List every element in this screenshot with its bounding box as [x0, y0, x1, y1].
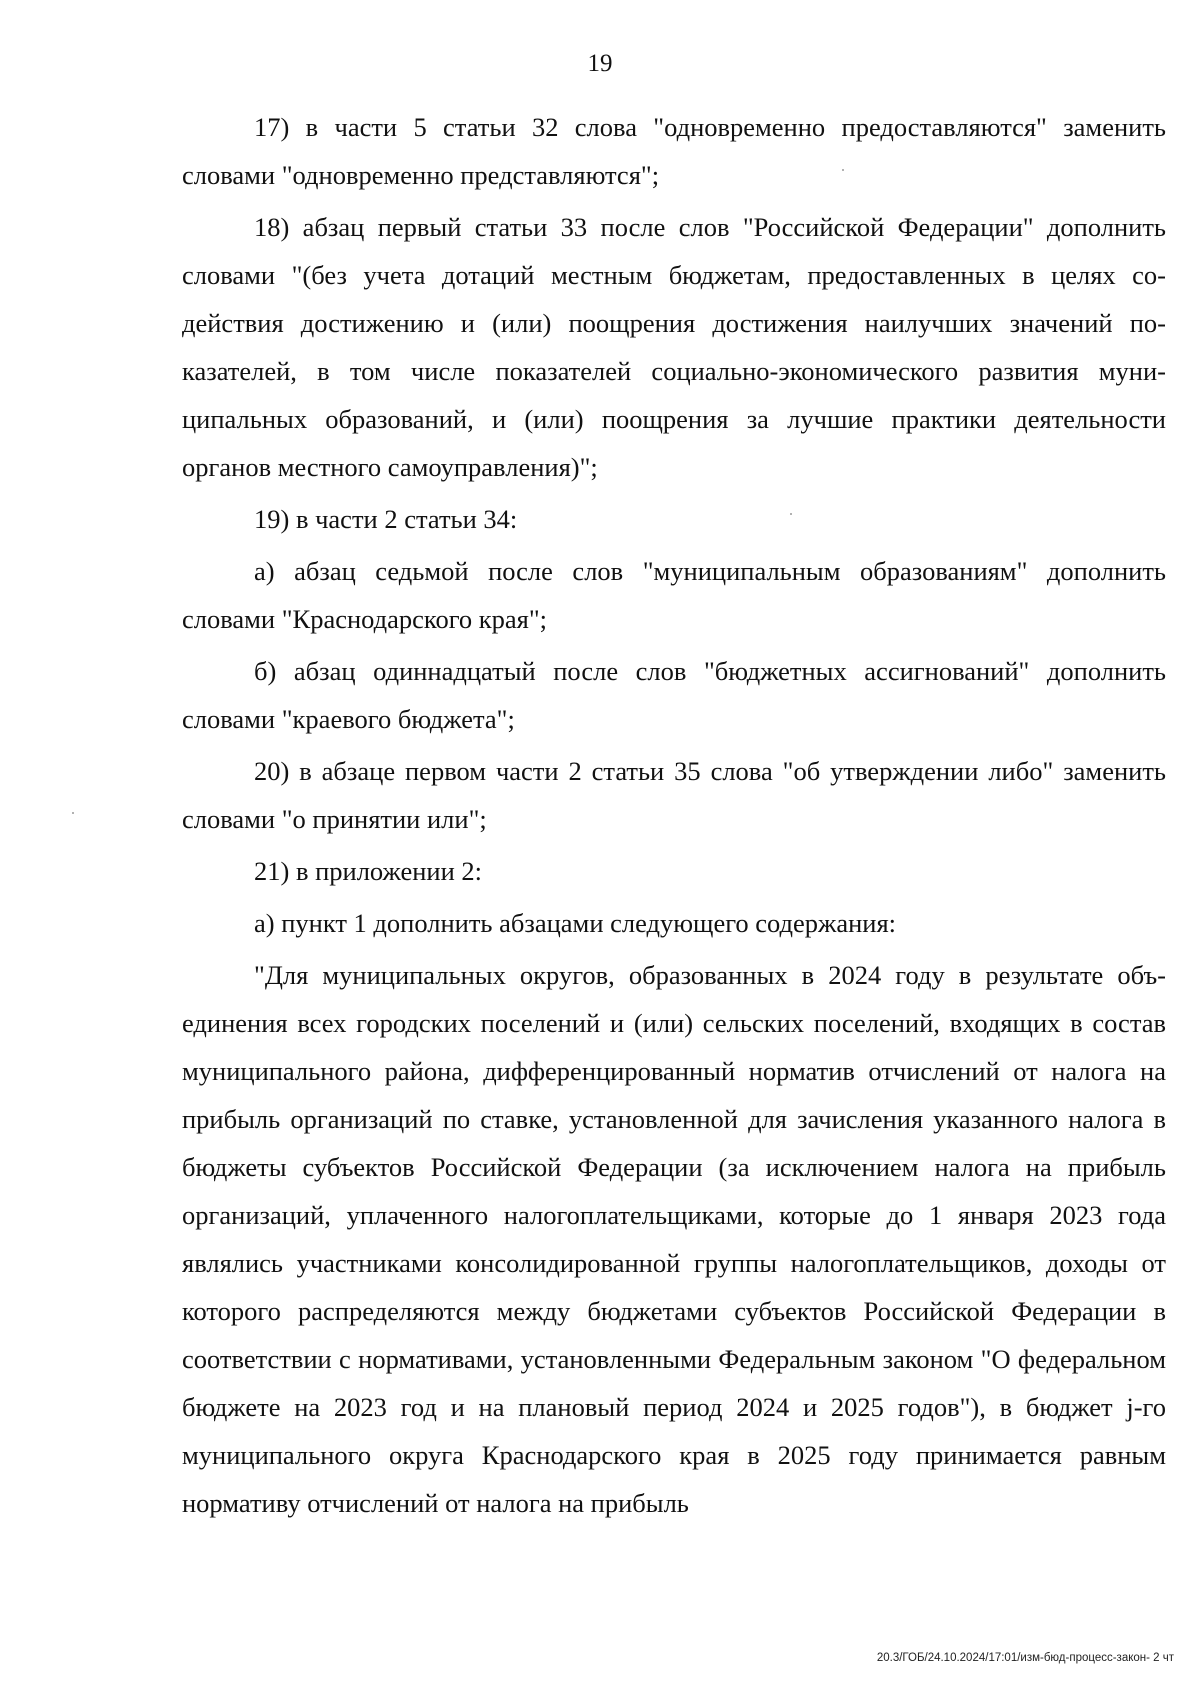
paragraph-item-19b: б) абзац одиннадцатый после слов "бюджетных ассигнований" дополнить словами "краевого бюджета"; — [182, 656, 1166, 734]
page-number: 19 — [587, 50, 613, 77]
quoted-paragraph: "Для муниципальных округов, образованных в 2024 году в результате объединения всех городских поселений и (или) сельских поселений, входящих в состав муниципального района, дифференцированный норматив отчислений от налога на прибыль организаций по ставке, установленной для зачисления указанного налога в бюджеты субъектов Российской Федерации (за исключением налога на прибыль организаций, уплаченного налогоплательщиками, которые до 1 января 2023 года являлись участниками консолидированной группы налогоплательщиков, доходы от которого распределяются между бюджетами субъектов Российской Федерации в соответствии с нормативами, установленными Федеральным законом "О федеральном бюджете на 2023 год и на плановый период 2024 и 2025 годов"), в бюджет j-го муниципального округа Краснодарского края в 2025 году принимается равным нормативу отчислений от налога на прибыль — [182, 960, 1166, 1518]
scan-speck — [72, 812, 74, 814]
footer-stamp: 20.3/ГОБ/24.10.2024/17:01/изм-бюд-процесс-закон- 2 чт — [876, 1652, 1174, 1664]
paragraph-item-18: 18) абзац первый статьи 33 после слов "Российской Федерации" дополнить словами "(без учета дотаций местным бюджетам, предоставленных в целях содействия достижению и (или) поощрения достижения наилучших значений показателей, в том числе показателей социально-экономического развития муниципальных образований, и (или) поощрения за лучшие практики деятельности органов местного самоуправления)"; — [182, 212, 1166, 482]
paragraph-item-21: 21) в приложении 2: — [254, 856, 483, 886]
paragraph-item-21a: а) пункт 1 дополнить абзацами следующего содержания: — [254, 908, 897, 938]
scan-speck — [790, 513, 792, 515]
paragraph-item-17: 17) в части 5 статьи 32 слова "одновременно предоставляются" заменить словами "одновременно представляются"; — [182, 112, 1166, 190]
paragraph-item-20: 20) в абзаце первом части 2 статьи 35 слова "об утверждении либо" заменить словами "о принятии или"; — [182, 756, 1166, 834]
scan-speck — [842, 169, 844, 171]
document-body — [182, 103, 1166, 1527]
paragraph-item-19a: а) абзац седьмой после слов "муниципальным образованиям" дополнить словами "Краснодарского края"; — [182, 556, 1166, 634]
paragraph-item-19: 19) в части 2 статьи 34: — [254, 504, 518, 534]
